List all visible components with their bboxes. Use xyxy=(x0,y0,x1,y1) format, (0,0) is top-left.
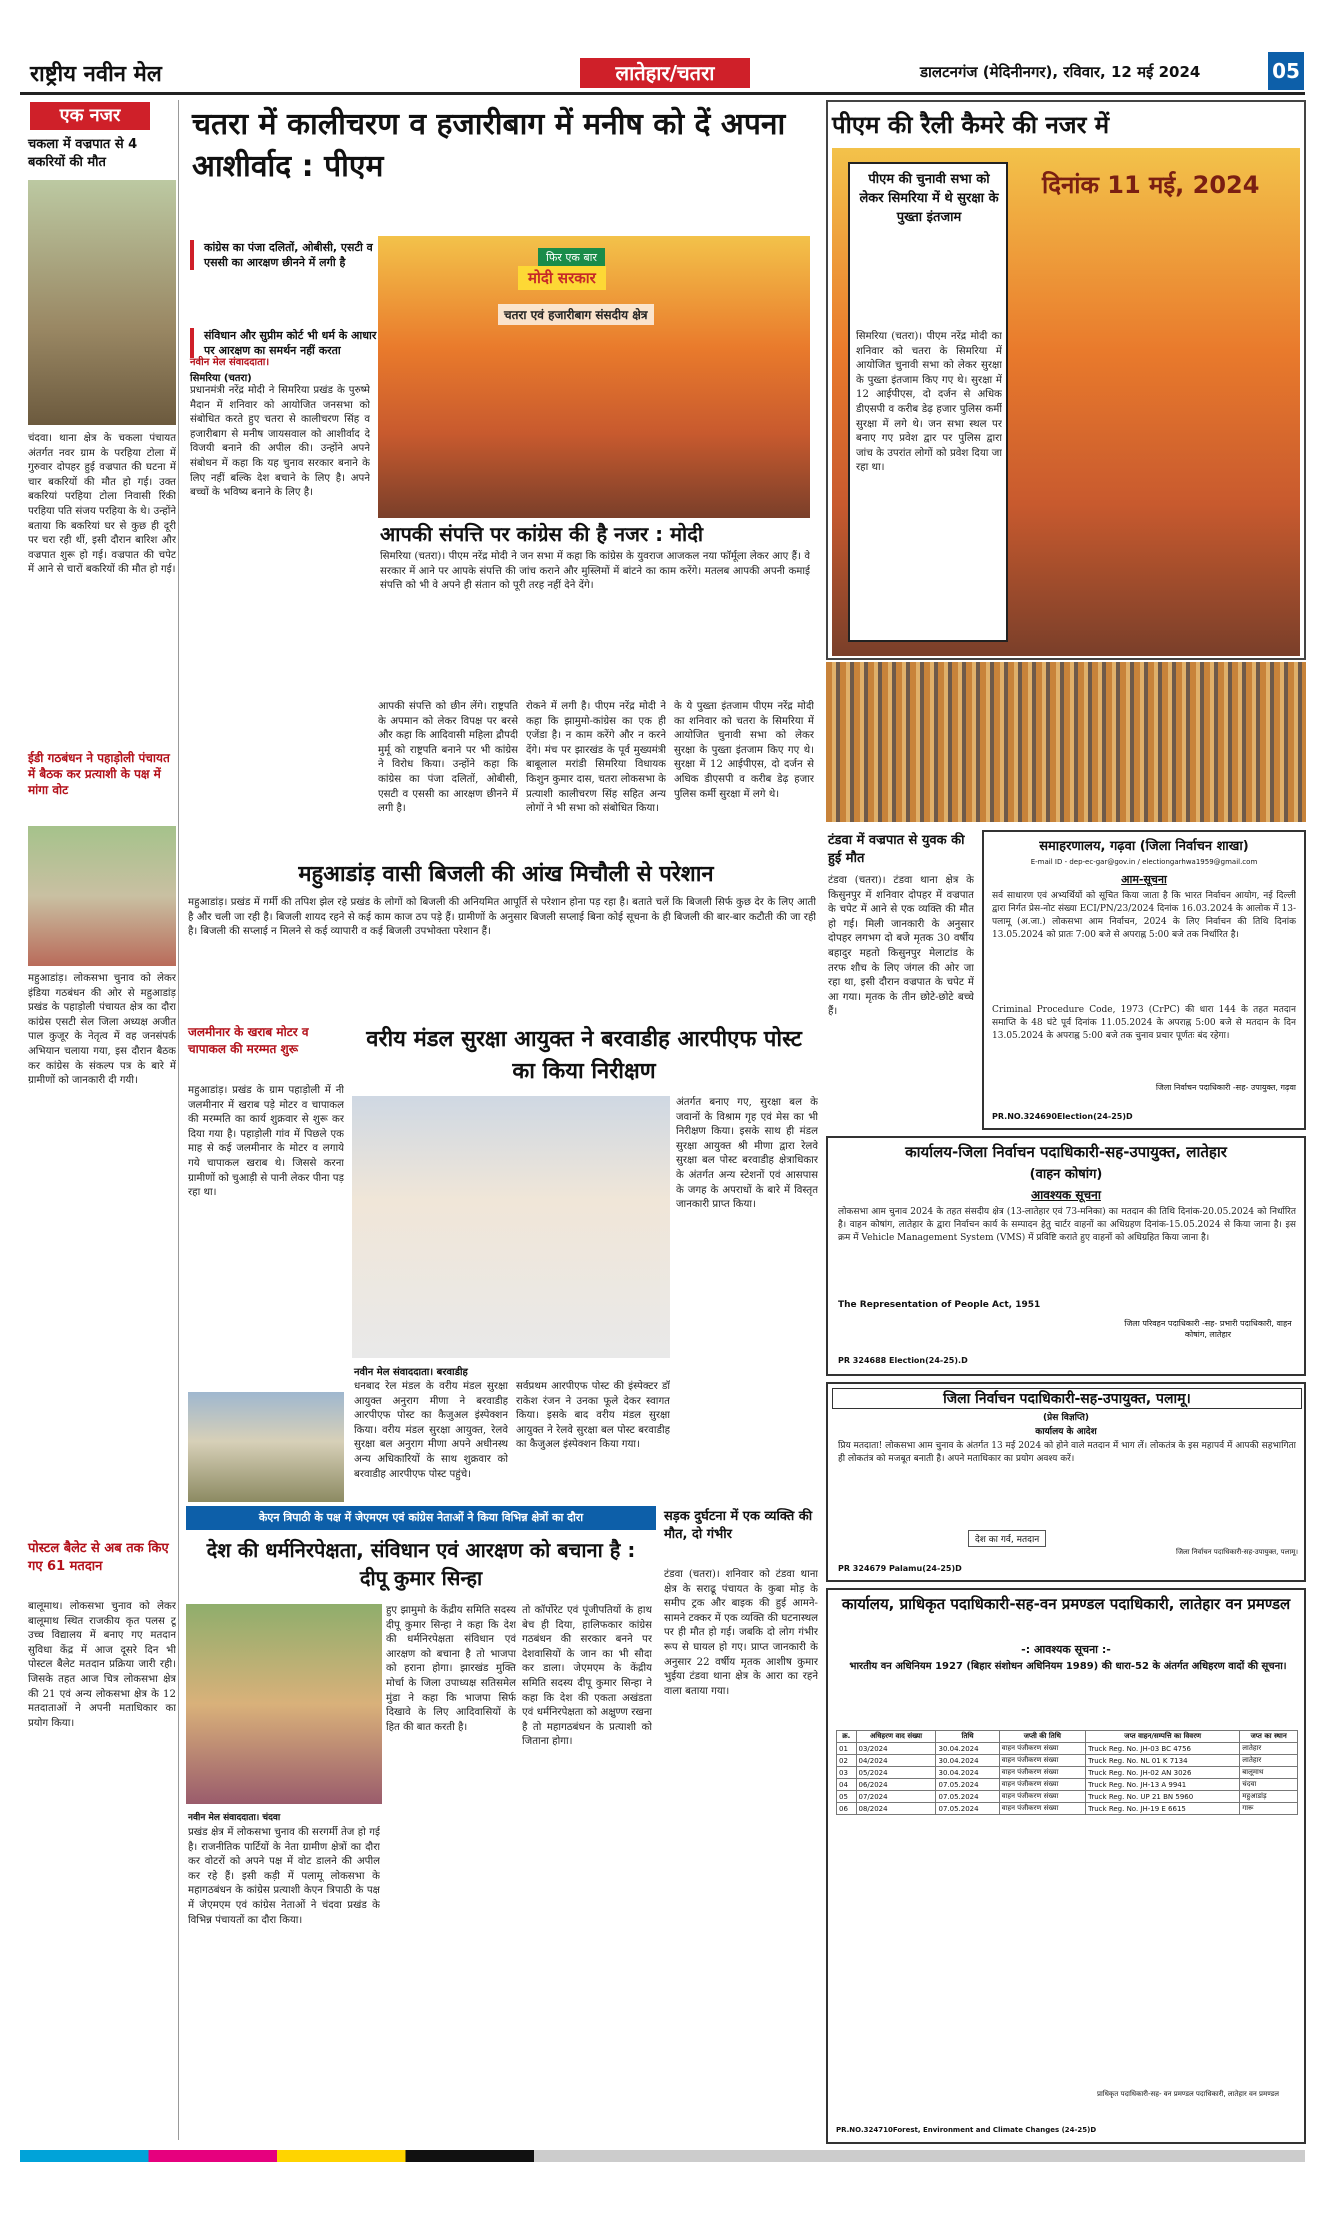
notice2-title: कार्यालय-जिला निर्वाचन पदाधिकारी-सह-उपायुक्त, लातेहार xyxy=(905,1143,1227,1161)
meeting-photo xyxy=(28,826,176,966)
banner-sub: चतरा एवं हजारीबाग संसदीय क्षेत्र xyxy=(498,304,654,325)
lead-bullet-2: संविधान और सुप्रीम कोर्ट भी धर्म के आधार पर आरक्षण का समर्थन नहीं करता xyxy=(190,328,382,358)
notice2-body: लोकसभा आम चुनाव 2024 के तहत संसदीय क्षेत्र (13-लातेहार एवं 73-मनिका) का मतदान की तिथि दिनांक-20.05.2024 को निर्धारित है। वाहन कोषांग, लातेहार के द्वारा निर्वाचन कार्य के सम्पादन हेतु चार्टर वाहनों का अधिग्रहण दिनांक-15.05.2024 से किया जाना है। इस क्रम में Vehicle Management System (VMS) में प्रविष्टि कराते हुए वाहनों को अधिग्रहित किया जाना है। xyxy=(838,1207,1296,1243)
table-cell: 06 xyxy=(837,1803,857,1815)
electricity-headline: महुआडांड़ वासी बिजली की आंख मिचौली से परेशान xyxy=(298,862,714,887)
lead-byline: नवीन मेल संवाददाता। xyxy=(190,357,270,368)
pm-photo-stage-text: दिनांक 11 मई, 2024 xyxy=(1042,171,1260,199)
table-cell: वाहन पंजीकरण संख्या xyxy=(999,1803,1085,1815)
table-cell: चंदवा xyxy=(1240,1779,1298,1791)
notice-palamu xyxy=(826,1382,1306,1582)
story-head-india-alliance: ईडी गठबंधन ने पहाड़ोली पंचायत में बैठक कर प्रत्याशी के पक्ष में मांगा वोट xyxy=(28,751,170,797)
accident-headline: सड़क दुर्घटना में एक व्यक्ति की मौत, दो गंभीर xyxy=(664,1509,813,1542)
table-cell: 04/2024 xyxy=(856,1755,936,1767)
motor-story xyxy=(186,1022,346,1452)
banner-main: मोदी सरकार xyxy=(518,266,606,290)
table-cell: गारू xyxy=(1240,1803,1298,1815)
table-header: जप्त वाहन/सम्पत्ति का विवरण xyxy=(1086,1731,1240,1743)
notice3-body: प्रिय मतदाता! लोकसभा आम चुनाव के अंतर्गत 13 मई 2024 को होने वाले मतदान में भाग लें। लोकतंत्र के इस महापर्व में आपकी सहभागिता ही लोकतंत्र को मजबूत बनाती है। अपने मताधिकार का प्रयोग अवश्य करें। xyxy=(838,1441,1296,1464)
banner-top: फिर एक बार xyxy=(538,248,605,267)
security-headline: वरीय मंडल सुरक्षा आयुक्त ने बरवाडीह आरपीएफ पोस्ट का किया निरीक्षण xyxy=(366,1027,802,1084)
table-header: जप्त का स्थान xyxy=(1240,1731,1298,1743)
table-cell: Truck Reg. No. JH-02 AN 3026 xyxy=(1086,1767,1240,1779)
pm-rally-callout xyxy=(848,162,1008,642)
lead-rally-photo xyxy=(378,236,810,518)
masthead xyxy=(20,52,1305,95)
table-cell: Truck Reg. No. UP 21 BN 5960 xyxy=(1086,1791,1240,1803)
lightning-body: टंडवा (चतरा)। टंडवा थाना क्षेत्र के किसुनपुर में शनिवार दोपहर में वज्रपात के चपेट में आने से एक व्यक्ति की मौत हो गई। मिली जानकारी के अनुसार दोपहर लगभग दो बजे मृतक 30 वर्षीय बहादुर महतो किसुनपुर मेलाटांड के तरफ शौच के लिए जंगल की ओर जा रहा था, इसी दौरान वज्रपात के चपेट में आ गया। मृतक के तीन छोटे-छोटे बच्चे हैं। xyxy=(828,875,974,1018)
notice2-law: The Representation of People Act, 1951 xyxy=(838,1300,1041,1310)
table-cell: वाहन पंजीकरण संख्या xyxy=(999,1743,1085,1755)
table-cell: Truck Reg. No. JH-13 A 9941 xyxy=(1086,1779,1240,1791)
color-registration-bar xyxy=(20,2150,1305,2162)
lead-body: प्रधानमंत्री नरेंद्र मोदी ने सिमरिया प्रखंड के पुरुष्मे मैदान में शनिवार को आयोजित जनसभा को संबोधित करते हुए चतरा से कालीचरण सिंह व हजारीबाग से मनीष जायसवाल को आशीर्वाद दे विजयी बनाने की अपील की। उन्होंने अपने संबोधन में कहा कि यह चुनाव सरकार बनाने के लिए नहीं बल्कि देश बचाने के लिए है। अपने बच्चों के भविष्य बनाने के लिए है। xyxy=(190,385,370,499)
table-header: तिथि xyxy=(936,1731,999,1743)
table-cell: 30.04.2024 xyxy=(936,1755,999,1767)
lead-dateline: सिमरिया (चतरा) xyxy=(190,373,252,384)
lead-bullet-1: कांग्रेस का पंजा दलितों, ओबीसी, एसटी व एससी का आरक्षण छीनने में लगी है xyxy=(190,240,382,270)
notice-forest xyxy=(826,1588,1306,2144)
table-header: अधिहरण वाद संख्या xyxy=(856,1731,936,1743)
table-cell: 30.04.2024 xyxy=(936,1743,999,1755)
table-cell: 07.05.2024 xyxy=(936,1803,999,1815)
deepu-photo xyxy=(186,1604,382,1804)
deepu-body-a: प्रखंड क्षेत्र में लोकसभा चुनाव की सरगर्मी तेज हो गई है। राजनीतिक पार्टियों के नेता ग्रामीण क्षेत्रों का दौरा कर वोटरों को अपने पक्ष में वोट डालने की अपील कर रहे हैं। इसी कड़ी में पलामू लोकसभा के महागठबंधन के कांग्रेस प्रत्याशी केएन त्रिपाठी के पक्ष में जेएमएम एवं कांग्रेस नेताओं ने चंदवा प्रखंड के विभिन्न पंचायतों का दौरा किया। xyxy=(188,1827,380,1926)
notice-garhwa xyxy=(982,830,1306,1130)
security-body-b: सर्वप्रथम आरपीएफ पोस्ट की इंस्पेक्टर डॉ राकेश रंजन ने उनका फूले देकर स्वागत किया। इसके बाद वरीय मंडल सुरक्षा आयुक्त ने रेलवे सुरक्षा बल पोस्ट बरवाडीह का कैजुअल इंस्पेक्शन किया गया। xyxy=(516,1381,670,1451)
accident-body: टंडवा (चतरा)। शनिवार को टंडवा थाना क्षेत्र के सराढू पंचायत के कुबा मोड़ के समीप ट्रक और बाइक की हुई आमने-सामने टक्कर में एक व्यक्ति की घटनास्थल पर ही मौत हो गई। जबकि दो लोग गंभीर रूप से घायल हो गए। प्राप्त जानकारी के अनुसार 22 वर्षीय मृतक आशीष कुमार भुईया टंडवा थाना क्षेत्र के आरा का रहने वाला बताया गया। xyxy=(664,1569,818,1697)
notice2-head: आवश्यक सूचना xyxy=(1031,1188,1101,1202)
deepu-byline: नवीन मेल संवाददाता। चंदवा xyxy=(188,1813,281,1823)
section-tag: लातेहार/चतरा xyxy=(580,58,750,88)
notice1-subtitle: आम-सूचना xyxy=(1121,873,1167,886)
page-number: 05 xyxy=(1268,52,1304,90)
deepu-headline: देश की धर्मनिरपेक्षता, संविधान एवं आरक्षण को बचाना है : दीपू कुमार सिन्हा xyxy=(206,1538,636,1590)
newspaper-brand: राष्ट्रीय नवीन मेल xyxy=(30,62,162,87)
table-cell: वाहन पंजीकरण संख्या xyxy=(999,1791,1085,1803)
pm-callout-head: पीएम की चुनावी सभा को लेकर सिमरिया में थे सुरक्षा के पुख्ता इंतजाम xyxy=(859,172,999,225)
table-row xyxy=(837,1803,1298,1815)
deepu-body-b: हुए झामुमो के केंद्रीय समिति सदस्य दीपू कुमार सिन्हा ने कहा कि देश की धर्मनिरपेक्षता संविधान एवं आरक्षण को बचाना है तो भाजपा को हराना होगा। झारखंड मुक्ति मोर्चा के जिला उपाध्यक्ष सतिसमेल मुंडा ने कहा कि भाजपा सिर्फ दिखावे के लिए आदिवासियों के हित की बात करती है। xyxy=(386,1605,516,1733)
lead-headline: चतरा में कालीचरण व हजारीबाग में मनीष को दें अपना आशीर्वाद : पीएम xyxy=(192,107,786,184)
table-cell: Truck Reg. No. JH-03 BC 4756 xyxy=(1086,1743,1240,1755)
dateline: डालटनगंज (मेदिनीनगर), रविवार, 12 मई 2024 xyxy=(920,63,1201,81)
table-cell: 05/2024 xyxy=(856,1767,936,1779)
lightning-headline: टंडवा में वज्रपात से युवक की हुई मौत xyxy=(828,833,965,866)
modi-headline: आपकी संपत्ति पर कांग्रेस की है नजर : मोदी xyxy=(380,522,704,546)
crowd-photo xyxy=(826,662,1306,822)
motor-photo xyxy=(188,1392,344,1502)
lightning-story xyxy=(826,830,976,1130)
table-cell: 30.04.2024 xyxy=(936,1767,999,1779)
table-row xyxy=(837,1791,1298,1803)
modi-body-c: रोकने में लगी है। पीएम नरेंद्र मोदी ने कहा कि झामुमो-कांग्रेस का एक ही एजेंडा है। न काम करेंगे और न करने देंगे। मंच पर झारखंड के पूर्व मुख्यमंत्री बाबूलाल मरांडी सिमरिया विधायक किशुन कुमार दास, चतरा लोकसभा के प्रत्याशी कालीचरण सिंह सहित अन्य लोगों ने भी सभा को संबोधित किया। xyxy=(526,701,666,815)
notice4-title: कार्यालय, प्राधिकृत पदाधिकारी-सह-वन प्रमण्डल पदाधिकारी, लातेहार वन प्रमण्डल xyxy=(841,1595,1291,1613)
notice3-slogan: देश का गर्व, मतदान xyxy=(968,1530,1046,1547)
story-body-goats: चंदवा। थाना क्षेत्र के चकला पंचायत अंतर्गत नवर ग्राम के परहिया टोला में गुरुवार दोपहर हुई वज्रपात की घटना में चार बकरियों की मौत हो गई। उक्त बकरियां परहिया टोला निवासी रिंकी परहिया पति संजय परहिया के थे। उन्होंने बताया कि बकरियां घर से कुछ ही दूरी पर चरा रही थीं, इसी दौरान बारिश और वज्रपात शुरू हो गई। वज्रपात की चपेट में आने से चारों बकरियों की मौत हो गई। xyxy=(28,433,176,576)
table-cell: 01 xyxy=(837,1743,857,1755)
notice4-sign: प्राधिकृत पदाधिकारी-सह- वन प्रमण्डल पदाधिकारी, लातेहार वन प्रमण्डल xyxy=(1096,2090,1280,2098)
table-row xyxy=(837,1755,1298,1767)
modi-body-d: के ये पुख्ता इंतजाम पीएम नरेंद्र मोदी का शनिवार को चतरा के सिमरिया में आयोजित चुनावी सभा को लेकर सुरक्षा के पुख्ता इंतजाम किए गए थे। सुरक्षा में 12 आईपीएस, दो दर्जन से अधिक डीएसपी व करीब डेढ़ हजार पुलिस कर्मी सुरक्षा में लगे थे। xyxy=(674,701,814,800)
table-cell: 07.05.2024 xyxy=(936,1791,999,1803)
deepu-story xyxy=(186,1534,656,2144)
table-row xyxy=(837,1743,1298,1755)
notice1-pr: PR.NO.324690Election(24-25)D xyxy=(992,1112,1133,1121)
pm-rally-headline: पीएम की रैली कैमरे की नजर में xyxy=(832,111,1110,139)
motor-body: महुआडांड़। प्रखंड के ग्राम पहाड़ोली में नी जलमीनार में खराब पड़े मोटर व चापाकल की मरम्मति का कार्य शुक्रवार से शुरू कर दिया गया है। पहाड़ोली गांव में पिछले एक माह से कई जलमीनार के मोटर व लगाये गये चापाकल खराब थे। जिससे करना ग्रामीणों को चुआड़ी से पानी लेकर पीना पड़ रहा था। xyxy=(188,1085,344,1199)
security-photo xyxy=(352,1096,670,1358)
table-header: जप्ती की तिथि xyxy=(999,1731,1085,1743)
table-cell: वाहन पंजीकरण संख्या xyxy=(999,1779,1085,1791)
table-cell: वाहन पंजीकरण संख्या xyxy=(999,1755,1085,1767)
table-cell: 03 xyxy=(837,1767,857,1779)
security-body-a: धनबाद रेल मंडल के वरीय मंडल सुरक्षा आयुक्त अनुराग मीणा ने बरवाडीह आरपीएफ पोस्ट का कैजुअल इंस्पेक्शन किया। वरीय मंडल सुरक्षा आयुक्त, रेलवे सुरक्षा बल अनुराग मीणा अपने अधीनस्थ अन्य अधिकारियों के साथ शुक्रवार को बरवाडीह आरपीएफ पोस्ट पहुंचे। xyxy=(354,1381,508,1480)
table-cell: 02 xyxy=(837,1755,857,1767)
table-cell: लातेहार xyxy=(1240,1755,1298,1767)
table-cell: 06/2024 xyxy=(856,1779,936,1791)
table-row xyxy=(837,1767,1298,1779)
notice2-sign: जिला परिवहन पदाधिकारी -सह- प्रभारी पदाधिकारी, वाहन कोषांग, लातेहार xyxy=(1124,1319,1292,1339)
story-head-goats: चकला में वज्रपात से 4 बकरियों की मौत xyxy=(28,137,138,170)
table-cell: 08/2024 xyxy=(856,1803,936,1815)
table-cell: 04 xyxy=(837,1779,857,1791)
notice-latehar-vehicle xyxy=(826,1136,1306,1376)
notice2-subtitle: (वाहन कोषांग) xyxy=(1029,1167,1103,1182)
left-column xyxy=(20,100,179,2140)
pm-rally-block xyxy=(826,100,1306,660)
security-body-c: अंतर्गत बनाए गए, सुरक्षा बल के जवानों के विश्राम गृह एवं मेस का भी निरीक्षण किया। इसके साथ ही मंडल सुरक्षा आयुक्त श्री मीणा द्वारा रेलवे सुरक्षा बल पोस्ट बरवाडीह क्षेत्राधिकार के अंतर्गत अन्य स्टेशनों एवं आसपास के जगह के अपराधों के बारे में विस्तृत जानकारी प्राप्त किया। xyxy=(676,1097,818,1211)
notice1-code: Criminal Procedure Code, 1973 (CrPC) की धारा 144 के तहत मतदान समाप्ति के 48 घंटे पूर्व दिनांक 11.05.2024 के अपराह्न 5:00 बजे से मतदान के दिन 13.05.2024 के अपराह्न 5:00 बजे तक चुनाव प्रचार पूर्णतः बंद रहेगा। xyxy=(992,1005,1296,1041)
strip-banner: केएन त्रिपाठी के पक्ष में जेएमएम एवं कांग्रेस नेताओं ने किया विभिन्न क्षेत्रों का दौरा xyxy=(186,1506,656,1530)
table-cell: 07.05.2024 xyxy=(936,1779,999,1791)
table-cell: महुआडांड़ xyxy=(1240,1791,1298,1803)
notice4-sub: भारतीय वन अधिनियम 1927 (बिहार संशोधन अधिनियम 1989) की धारा-52 के अंतर्गत अधिहरण वादों की सूचना। xyxy=(849,1661,1287,1672)
notice3-head: कार्यालय के आदेश xyxy=(1035,1427,1097,1437)
notice3-sign: जिला निर्वाचन पदाधिकारी-सह-उपायुक्त, पलामू। xyxy=(1176,1548,1298,1556)
table-header-row xyxy=(837,1731,1298,1743)
modi-body-b: आपकी संपत्ति को छीन लेंगे। राष्ट्रपति के अपमान को लेकर विपक्ष पर बरसे और कहा कि आदिवासी महिला द्रौपदी मुर्मू को राष्ट्रपति बनाने पर भी कांग्रेस ने विरोध किया। उन्होंने कहा कि कांग्रेस का पंजा दलितों, ओबीसी, एसटी व एससी का आरक्षण छीनने में लगी है। xyxy=(378,701,518,815)
notice1-title: समाहरणालय, गढ़वा (जिला निर्वाचन शाखा) xyxy=(1039,839,1249,854)
table-cell: 03/2024 xyxy=(856,1743,936,1755)
table-cell: Truck Reg. No. NL 01 K 7134 xyxy=(1086,1755,1240,1767)
notice3-title: जिला निर्वाचन पदाधिकारी-सह-उपायुक्त, पलामू। xyxy=(832,1388,1302,1409)
table-row xyxy=(837,1779,1298,1791)
table-header: क्र. xyxy=(837,1731,857,1743)
notice1-body: सर्व साधारण एवं अभ्यर्थियों को सूचित किया जाता है कि भारत निर्वाचन आयोग, नई दिल्ली द्वारा निर्गत प्रेस-नोट संख्या ECI/PN/23/2024 दिनांक 16.03.2024 के आलोक में 13-पलामू (अ.जा.) लोकसभा आम निर्वाचन, 2024 के लिए निर्वाचन की तिथि दिनांक 13.05.2024 को प्रातः 7:00 बजे से अपराह्न 5:00 बजे तक निर्धारित है। xyxy=(992,891,1296,940)
notice1-email: E-mail ID - dep-ec-gar@gov.in / electiongarhwa1959@gmail.com xyxy=(1030,858,1258,866)
notice4-head: -: आवश्यक सूचना :- xyxy=(1021,1643,1111,1656)
goats-photo xyxy=(28,180,176,425)
story-body-india-alliance: महुआडांड़। लोकसभा चुनाव को लेकर इंडिया गठबंधन की ओर से महुआडांड़ प्रखंड के पहाड़ोली पंचायत क्षेत्र का दौरा कांग्रेस एसटी सेल जिला अध्यक्ष अजीत पाल कुजूर के नेतृत्व में वह जनसंपर्क अभियान चलाया गया, इस दौरान बैठक कर कांग्रेस के संकल्प पत्र के बारे में ग्रामीणों को जानकारी दी गयी। xyxy=(28,973,176,1087)
notice3-pr: PR 324679 Palamu(24-25)D xyxy=(838,1564,962,1573)
notice4-table xyxy=(836,1730,1298,1815)
notice4-pr: PR.NO.324710Forest, Environment and Climate Changes (24-25)D xyxy=(836,2126,1097,2134)
notice2-pr: PR 324688 Election(24-25).D xyxy=(838,1356,968,1365)
ek-nazar-label: एक नजर xyxy=(30,102,150,130)
pm-callout-body: सिमरिया (चतरा)। पीएम नरेंद्र मोदी का शनिवार को चतरा के सिमरिया में आयोजित चुनावी सभा को लेकर सुरक्षा के पुख्ता इंतजाम किए गए थे। सुरक्षा में 12 आईपीएस, दो दर्जन से अधिक डीएसपी व करीब डेढ़ हजार पुलिस कर्मी सुरक्षा में लगे थे। जन सभा स्थल पर बनाए गए प्रवेश द्वार पर पुलिस द्वारा जांच के उपरांत लोगों को प्रवेश दिया जा रहा था। xyxy=(856,331,1002,474)
security-story xyxy=(352,1022,818,1502)
table-cell: बालूमाथ xyxy=(1240,1767,1298,1779)
electricity-body: महुआडांड़। प्रखंड में गर्मी की तपिश झेल रहे प्रखंड के लोगों को बिजली की अनियमित आपूर्ति से परेशान होना पड़ रहा है। बताते चलें कि बिजली सिर्फ कुछ देर के लिए आती है और चली जा रही है। बिजली शायद रहने से कई काम काज ठप पड़े हैं। ग्रामीणों के अनुसार बिजली सप्लाई बिना कोई सूचना के ही बिजली की बार-बार कटौती की जा रही है। बिजली की सप्लाई न मिलने से कई व्यापारी व कई बिजली उपभोक्ता परेशान हैं। xyxy=(188,897,816,938)
accident-story xyxy=(662,1506,820,2146)
motor-headline: जलमीनार के खराब मोटर व चापाकल की मरम्मत शुरू xyxy=(188,1025,309,1056)
modi-body-a: सिमरिया (चतरा)। पीएम नरेंद्र मोदी ने जन सभा में कहा कि कांग्रेस के युवराज आजकल नया फॉर्मूला लेकर आए हैं। वे सरकार में आने पर आपके संपत्ति की जांच कराने और मुस्लिमों में बांटने का काम करेंगे। मतलब आपकी अपनी कमाई संपत्ति को भी वे अपने ही संतान को पूरी तरह नहीं देने देंगे। xyxy=(380,551,810,592)
notice1-sign: जिला निर्वाचन पदाधिकारी -सह- उपायुक्त, गढ़वा xyxy=(1155,1083,1296,1092)
story-head-postal-ballot: पोस्टल बैलेट से अब तक किए गए 61 मतदान xyxy=(28,1541,169,1574)
deepu-body-c: तो कॉर्पोरेट एवं पूंजीपतियों के हाथ बेच ही दिया, हालिफकार कांग्रेस गठबंधन की सरकार बनने पर देशवासियों के जान का भी सौदा कर डाला। जेएमएम के केंद्रीय समिति सदस्य दीपू कुमार सिन्हा ने कहा कि देश की एकता अखंडता एवं धर्मनिरपेक्षता को अक्षुण्ण रखना है तो महागठबंधन के प्रत्याशी को जिताना होगा। xyxy=(522,1605,652,1748)
table-cell: Truck Reg. No. JH-19 E 6615 xyxy=(1086,1803,1240,1815)
notice3-subtitle: (प्रेस विज्ञप्ति) xyxy=(1043,1413,1089,1423)
table-cell: वाहन पंजीकरण संख्या xyxy=(999,1767,1085,1779)
security-byline: नवीन मेल संवाददाता। बरवाडीह xyxy=(354,1367,468,1378)
table-cell: 05 xyxy=(837,1791,857,1803)
story-body-postal-ballot: बालूमाथ। लोकसभा चुनाव को लेकर बालूमाथ स्थित राजकीय कृत पलस टू उच्च विद्यालय में बनाए गए मतदान सुविधा केंद्र में आज दूसरे दिन भी पोस्टल बैलेट मतदान प्रक्रिया जारी रही। जिसके तहत आज चित्र लोकसभा क्षेत्र की 21 एवं अन्य लोकसभा क्षेत्र के 12 मतदाताओं ने अपनी मताधिकार का प्रयोग किया। xyxy=(28,1601,176,1729)
table-cell: 07/2024 xyxy=(856,1791,936,1803)
table-cell: लातेहार xyxy=(1240,1743,1298,1755)
